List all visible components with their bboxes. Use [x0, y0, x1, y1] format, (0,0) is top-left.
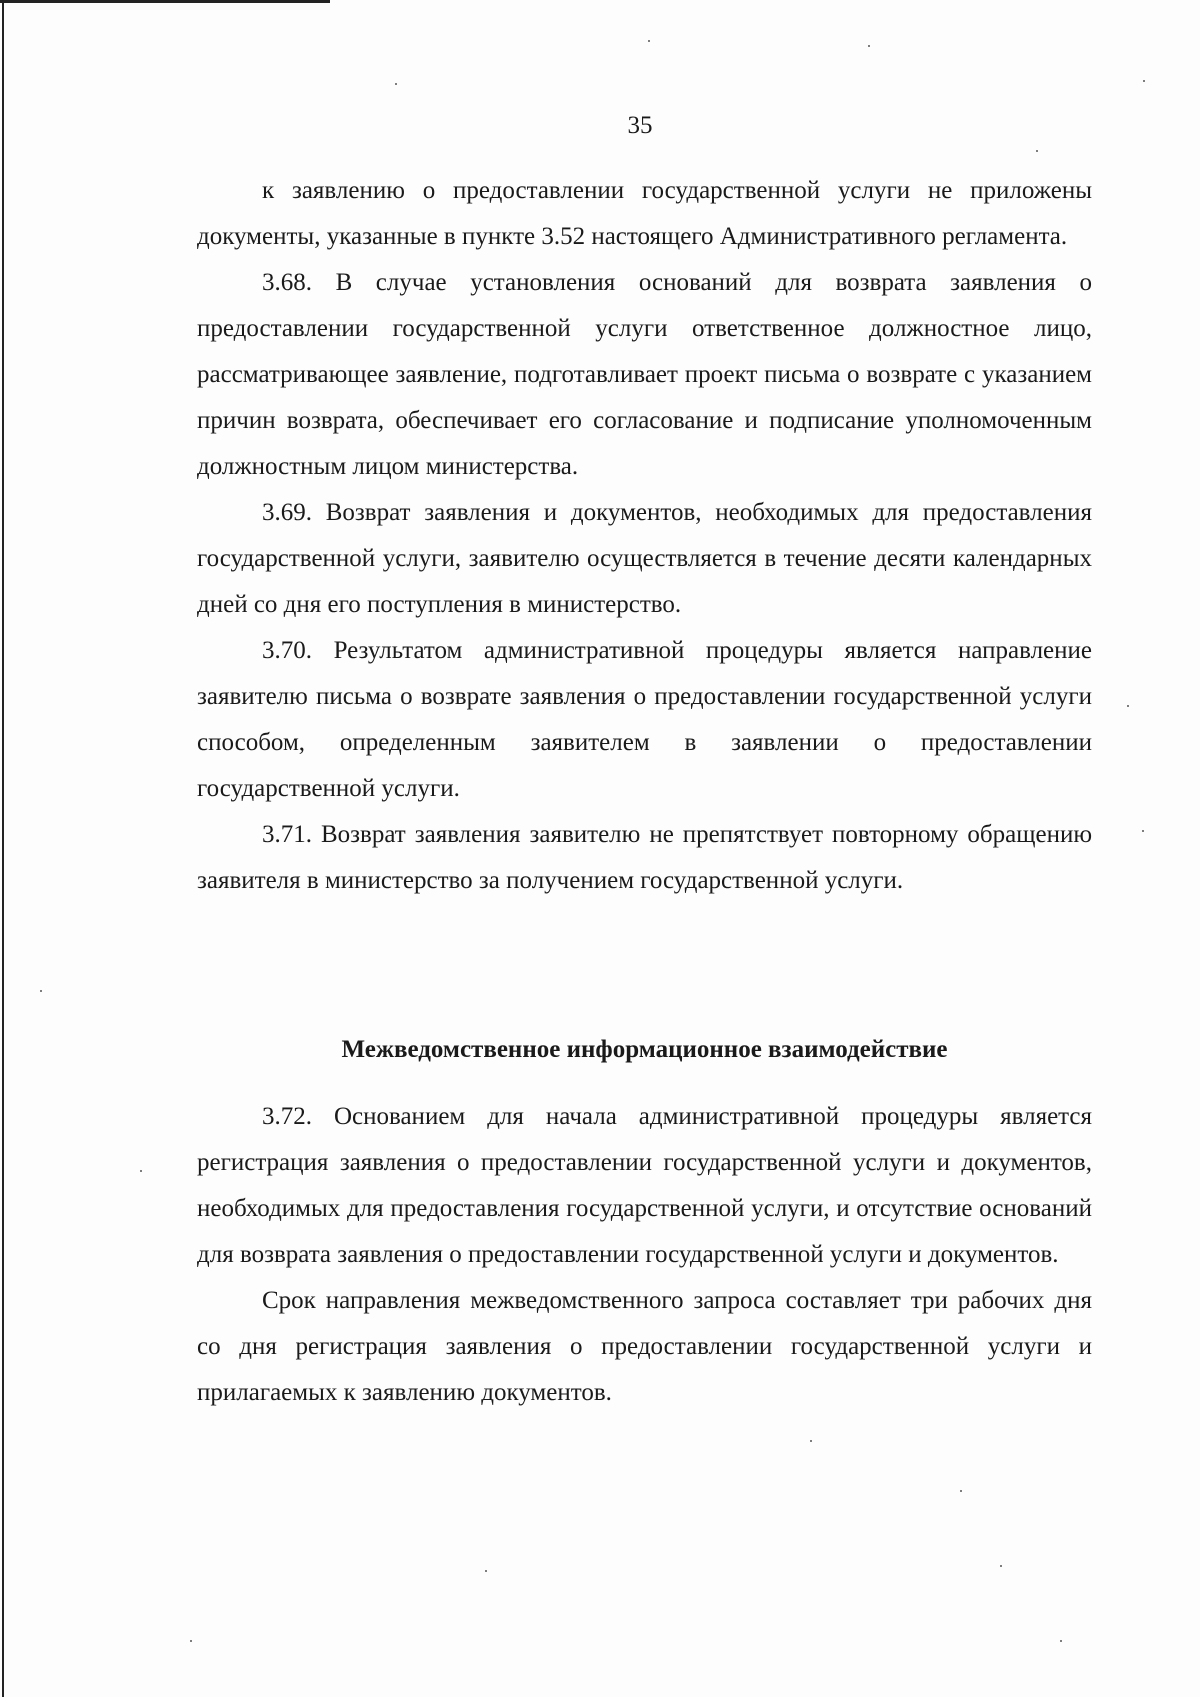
paragraph-3-71: 3.71. Возврат заявления заявителю не препятствует повторному обращению заявителя в министерство за получением государственной услуги.: [197, 821, 1092, 894]
paragraph-3-69: 3.69. Возврат заявления и документов, необходимых для предоставления государственной услуги, заявителю осуществляется в течение десяти календарных дней со дня его поступления в министерство.: [197, 499, 1092, 618]
body-section-2: [197, 1094, 1092, 1416]
body-section-1: [197, 168, 1092, 904]
scan-speck: [1142, 830, 1144, 832]
scan-speck: [485, 1570, 487, 1572]
scan-speck: [960, 1490, 962, 1492]
scan-speck: [1000, 1565, 1002, 1567]
scan-speck: [1036, 150, 1038, 152]
paragraph-continuation: к заявлению о предоставлении государственной услуги не приложены документы, указанные в пункте 3.52 настоящего Административного регламента.: [197, 177, 1092, 250]
paragraph-3-72: 3.72. Основанием для начала административной процедуры является регистрация заявления о предоставлении государственной услуги и документов, необходимых для предоставления государственной услуги, и отсутствие оснований для возврата заявления о предоставлении государственной услуги и документов.: [197, 1103, 1092, 1268]
scan-speck: [868, 45, 870, 47]
paragraph-3-70: 3.70. Результатом административной процедуры является направление заявителю письма о возврате заявления о предоставлении государственной услуги способом, определенным заявителем в заявлении о предоставлении государственной услуги.: [197, 637, 1092, 802]
page-number: 35: [627, 112, 653, 139]
scan-speck: [1060, 1640, 1062, 1642]
scan-speck: [648, 40, 650, 42]
scan-speck: [140, 1170, 142, 1172]
scan-speck: [810, 1440, 812, 1442]
scan-speck: [1143, 80, 1145, 82]
scan-speck: [190, 1640, 192, 1642]
paragraph-3-68: 3.68. В случае установления оснований для возврата заявления о предоставлении государственной услуги ответственное должностное лицо, рассматривающее заявление, подготавливает проект письма о возврате с указанием причин возврата, обеспечивает его согласование и подписание уполномоченным должностным лицом министерства.: [197, 269, 1092, 480]
scan-speck: [40, 990, 42, 992]
scan-speck: [395, 83, 397, 85]
scan-edge-left: [2, 0, 4, 1697]
section-heading: Межведомственное информационное взаимодействие: [341, 1036, 948, 1063]
scan-speck: [1127, 705, 1129, 707]
scan-edge-top: [0, 0, 330, 3]
paragraph-request-deadline: Срок направления межведомственного запроса составляет три рабочих дня со дня регистрация заявления о предоставлении государственной услуги и прилагаемых к заявлению документов.: [197, 1287, 1092, 1406]
